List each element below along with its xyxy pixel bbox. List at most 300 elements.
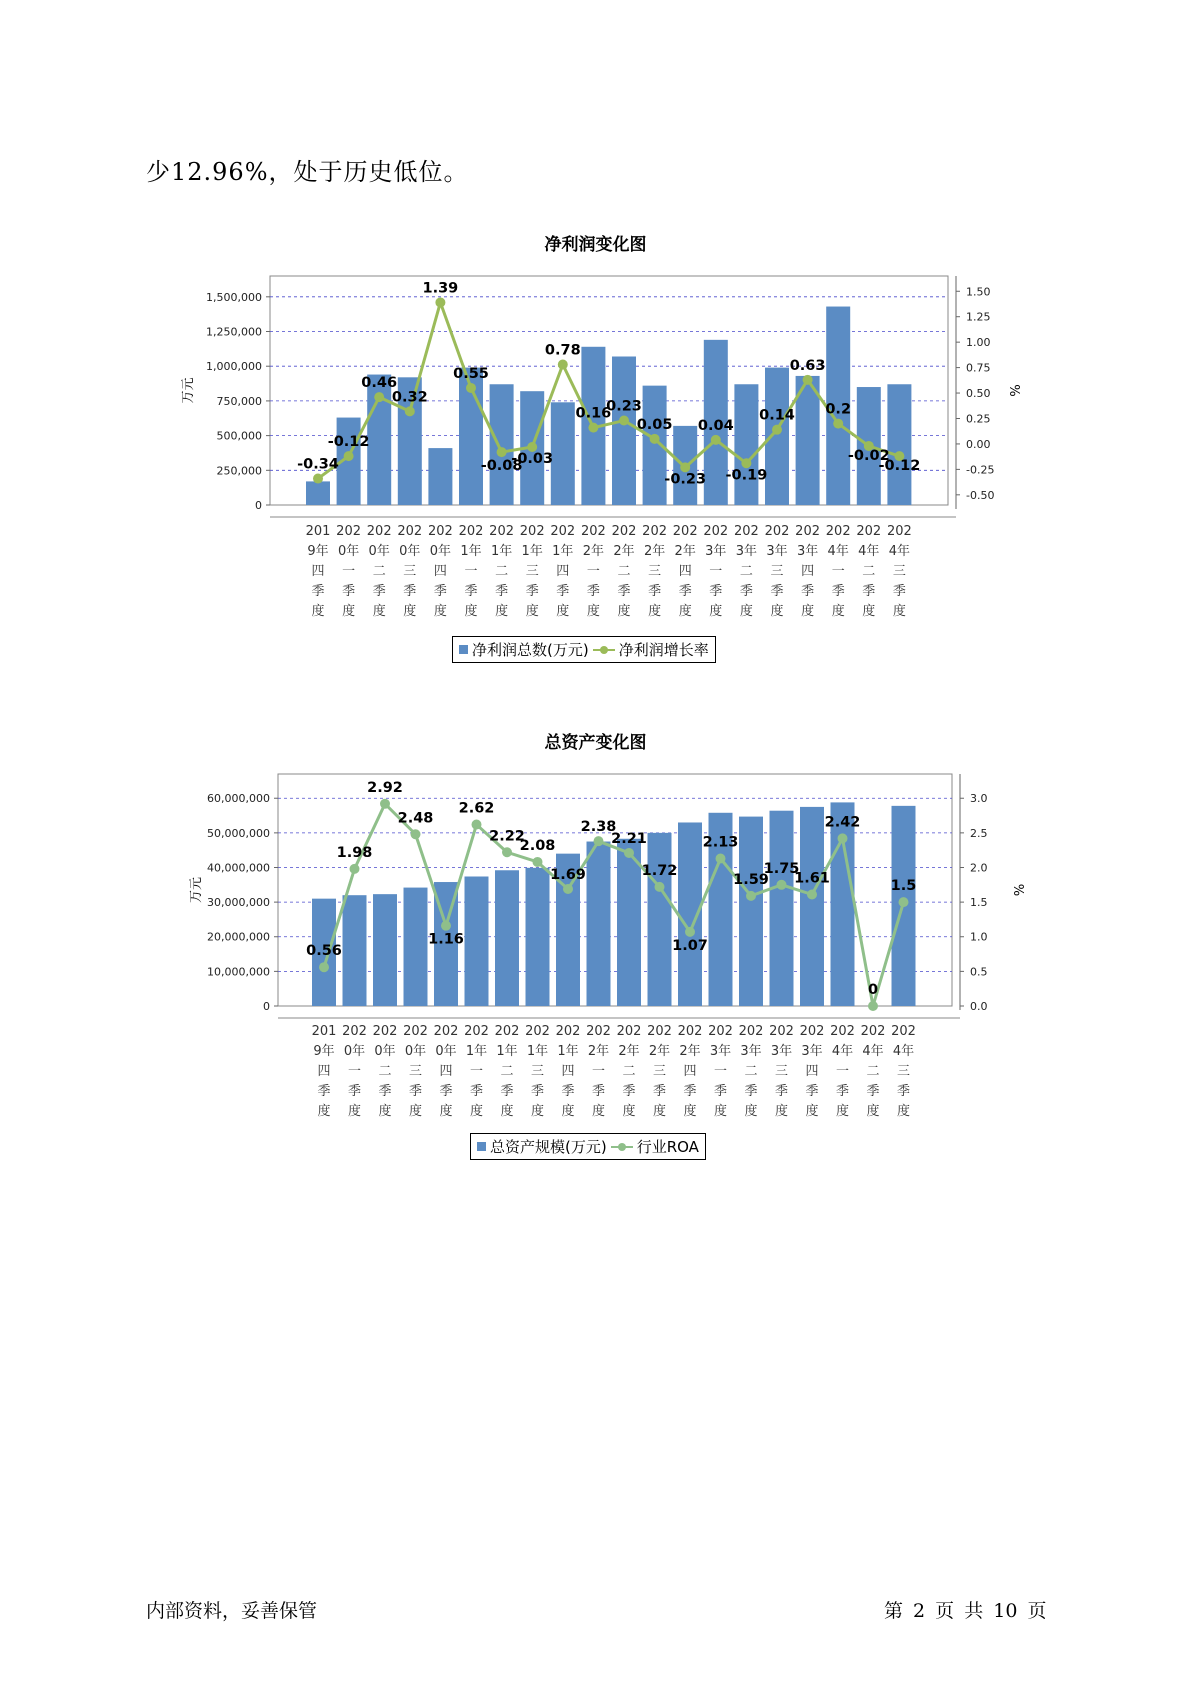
- total-assets-chart: [0, 760, 1191, 1180]
- line-point: [441, 921, 451, 931]
- line-point: [350, 864, 360, 874]
- bar: [490, 384, 514, 505]
- data-label: -0.12: [327, 434, 370, 451]
- x-category-label: 二: [862, 564, 876, 579]
- x-category-label: 二: [378, 1064, 392, 1079]
- bar: [734, 384, 758, 505]
- footer-confidential-note: 内部资料，妥善保管: [146, 1600, 318, 1622]
- x-category-label: 三: [648, 564, 662, 579]
- x-category-label: 季: [744, 1084, 758, 1099]
- line-point: [319, 962, 329, 972]
- bar: [343, 895, 367, 1006]
- x-category-label: 202: [342, 1024, 367, 1039]
- x-category-label: 3年: [709, 1044, 732, 1059]
- x-category-label: 202: [795, 524, 821, 539]
- x-category-label: 季: [469, 1084, 484, 1099]
- x-category-label: 4年: [862, 1044, 884, 1059]
- x-category-label: 四: [683, 1064, 697, 1079]
- x-category-label: 季: [801, 584, 815, 599]
- x-category-label: 0年: [404, 1044, 427, 1059]
- x-category-label: 二: [372, 564, 386, 579]
- y2-tick-label: 1.25: [966, 310, 991, 324]
- x-category-label: 季: [591, 1084, 606, 1099]
- x-category-label: 202: [372, 1024, 398, 1039]
- legend-label-bar: 总资产规模(万元): [490, 1138, 607, 1156]
- x-category-label: 季: [311, 584, 325, 599]
- x-category-label: 季: [770, 584, 784, 599]
- x-category-label: 度: [439, 1104, 453, 1119]
- x-category-label: 度: [347, 1104, 362, 1119]
- legend-label-line: 行业ROA: [636, 1138, 699, 1156]
- x-category-label: 1年: [557, 1044, 579, 1059]
- y-axis-title: 万元: [189, 876, 204, 904]
- x-category-label: 202: [336, 524, 362, 539]
- line-point: [344, 451, 354, 461]
- bar: [306, 481, 330, 505]
- x-category-label: 三: [525, 564, 539, 579]
- x-category-label: 季: [525, 584, 539, 599]
- y2-tick-label: 0.00: [966, 437, 991, 451]
- line-point: [619, 416, 629, 426]
- line-point: [772, 425, 782, 435]
- x-category-label: 0年: [337, 544, 360, 559]
- x-category-label: 1年: [460, 544, 482, 559]
- y2-tick-label: 2.5: [970, 826, 988, 840]
- chart-title-net-profit: 净利润变化图: [544, 235, 647, 255]
- bar: [612, 356, 636, 505]
- x-category-label: 0年: [343, 1044, 366, 1059]
- x-category-label: 0年: [435, 1044, 457, 1059]
- line-point: [685, 927, 695, 937]
- x-category-label: 四: [805, 1064, 819, 1079]
- line-point: [803, 375, 813, 385]
- x-category-label: 三: [530, 1064, 545, 1079]
- x-category-label: 3年: [766, 544, 788, 559]
- x-category-label: 2年: [582, 544, 605, 559]
- line-point: [472, 820, 482, 830]
- x-category-label: 季: [739, 584, 753, 599]
- x-category-label: 二: [500, 1064, 514, 1079]
- x-category-label: 季: [622, 1084, 636, 1099]
- x-category-label: 一: [835, 1064, 850, 1079]
- bar: [587, 842, 611, 1006]
- x-category-label: 度: [378, 1104, 392, 1119]
- bar: [765, 368, 789, 505]
- x-category-label: 3年: [705, 544, 727, 559]
- y-tick-label: 30,000,000: [207, 896, 270, 910]
- x-category-label: 季: [372, 584, 386, 599]
- data-label: -0.12: [878, 458, 921, 475]
- x-category-label: 季: [652, 1084, 667, 1099]
- data-label: 1.39: [422, 280, 459, 297]
- data-label: 1.75: [763, 860, 800, 877]
- x-category-label: 1年: [552, 544, 574, 559]
- line-point: [313, 474, 323, 484]
- x-category-label: 季: [831, 584, 845, 599]
- x-category-label: 度: [372, 604, 386, 619]
- data-label: 1.59: [733, 871, 769, 888]
- legend-bar-swatch: [459, 645, 468, 654]
- x-category-label: 度: [408, 1104, 423, 1119]
- data-label: -0.02: [847, 447, 890, 464]
- line-point: [533, 857, 543, 867]
- x-category-label: 202: [647, 1024, 672, 1039]
- line-point: [899, 897, 909, 907]
- legend-line-swatch: [611, 1142, 633, 1152]
- y-tick-label: 10,000,000: [207, 965, 270, 979]
- line-point: [716, 853, 726, 863]
- x-category-label: 度: [744, 1104, 758, 1119]
- x-category-label: 202: [403, 1024, 428, 1039]
- chart-title-total-assets: 总资产变化图: [544, 733, 647, 753]
- x-category-label: 3年: [740, 1044, 762, 1059]
- x-category-label: 度: [617, 604, 631, 619]
- bar: [465, 876, 489, 1006]
- x-category-label: 季: [317, 1084, 331, 1099]
- x-category-label: 度: [622, 1104, 636, 1119]
- data-label: -0.19: [725, 467, 768, 484]
- bar: [831, 802, 855, 1006]
- x-category-label: 202: [764, 524, 790, 539]
- bar: [428, 448, 452, 505]
- x-category-label: 2年: [643, 544, 666, 559]
- x-category-label: 度: [591, 1104, 606, 1119]
- data-label: -0.34: [297, 456, 339, 473]
- bar: [648, 833, 672, 1006]
- legend-bar-swatch: [477, 1142, 486, 1151]
- x-category-label: 四: [678, 564, 692, 579]
- x-category-label: 一: [347, 1064, 362, 1079]
- bar: [800, 807, 824, 1006]
- data-label: 1.16: [428, 931, 464, 948]
- y-tick-label: 750,000: [216, 394, 262, 408]
- bar: [770, 811, 794, 1006]
- x-category-label: 季: [713, 1084, 728, 1099]
- x-category-label: 二: [744, 1064, 758, 1079]
- y2-tick-label: 0.50: [966, 387, 991, 401]
- x-category-label: 202: [886, 524, 912, 539]
- line-point: [374, 392, 384, 402]
- x-category-label: 4年: [827, 544, 849, 559]
- x-category-label: 季: [866, 1084, 880, 1099]
- x-category-label: 度: [866, 1104, 880, 1119]
- x-category-label: 2年: [618, 1044, 640, 1059]
- x-category-label: 202: [489, 524, 515, 539]
- y2-axis-title: %: [1009, 384, 1024, 397]
- x-category-label: 度: [678, 604, 692, 619]
- x-category-label: 度: [805, 1104, 819, 1119]
- data-label: -0.03: [511, 450, 554, 467]
- x-category-label: 季: [862, 584, 876, 599]
- x-category-label: 4年: [831, 1044, 854, 1059]
- data-label: 2.62: [458, 800, 495, 817]
- x-category-label: 度: [862, 604, 876, 619]
- line-point: [807, 890, 817, 900]
- x-category-label: 季: [561, 1084, 575, 1099]
- x-category-label: 度: [896, 1104, 911, 1119]
- data-label: -0.23: [664, 471, 707, 488]
- legend-label-line: 净利润增长率: [618, 641, 709, 659]
- x-category-label: 一: [342, 564, 356, 579]
- y-tick-label: 1,250,000: [206, 325, 262, 339]
- x-category-label: 三: [774, 1064, 789, 1079]
- line-point: [655, 882, 665, 892]
- x-category-label: 9年: [313, 1044, 335, 1059]
- x-category-label: 度: [709, 604, 723, 619]
- data-label: 2.92: [367, 779, 403, 796]
- x-category-label: 三: [652, 1064, 667, 1079]
- x-category-label: 202: [611, 524, 637, 539]
- data-label: 2.48: [397, 810, 434, 827]
- x-category-label: 季: [530, 1084, 545, 1099]
- data-label: 2.42: [824, 814, 861, 831]
- x-category-label: 季: [495, 584, 509, 599]
- y2-tick-label: -0.25: [966, 463, 995, 477]
- data-label: 0.23: [606, 398, 642, 415]
- x-category-label: 四: [433, 564, 447, 579]
- x-category-label: 季: [774, 1084, 789, 1099]
- x-category-label: 度: [403, 604, 417, 619]
- y2-tick-label: 3.0: [970, 792, 988, 806]
- y-tick-label: 500,000: [216, 429, 262, 443]
- y2-tick-label: 1.00: [966, 336, 991, 350]
- x-category-label: 度: [652, 1104, 667, 1119]
- x-category-label: 2年: [674, 544, 696, 559]
- x-category-label: 202: [464, 1024, 489, 1039]
- x-category-label: 季: [500, 1084, 514, 1099]
- x-category-label: 季: [648, 584, 662, 599]
- x-category-label: 202: [555, 1024, 581, 1039]
- data-label: 0.46: [361, 375, 398, 392]
- x-category-label: 度: [525, 604, 539, 619]
- y-tick-label: 50,000,000: [207, 826, 270, 840]
- x-category-label: 202: [825, 524, 851, 539]
- x-category-label: 202: [433, 1024, 459, 1039]
- legend-line-swatch: [593, 645, 615, 655]
- x-category-label: 度: [311, 604, 325, 619]
- x-category-label: 1年: [465, 1044, 488, 1059]
- line-point: [558, 360, 568, 370]
- x-category-label: 三: [892, 564, 906, 579]
- x-category-label: 202: [519, 524, 545, 539]
- bar: [526, 868, 550, 1006]
- x-category-label: 度: [561, 1104, 575, 1119]
- x-category-label: 季: [805, 1084, 819, 1099]
- x-category-label: 0年: [368, 544, 390, 559]
- bar: [373, 894, 397, 1006]
- x-category-label: 一: [713, 1064, 728, 1079]
- x-category-label: 季: [378, 1084, 392, 1099]
- x-category-label: 度: [317, 1104, 331, 1119]
- data-label: 1.98: [336, 844, 373, 861]
- x-category-label: 度: [774, 1104, 789, 1119]
- line-point: [650, 434, 660, 444]
- x-category-label: 202: [703, 524, 729, 539]
- x-category-label: 3年: [796, 544, 819, 559]
- y2-tick-label: 1.5: [970, 896, 988, 910]
- data-label: 1.72: [641, 862, 678, 879]
- data-label: 2.22: [489, 828, 525, 845]
- data-label: 1.5: [890, 878, 917, 895]
- y2-tick-label: 0.25: [966, 412, 991, 426]
- x-category-label: 度: [556, 604, 570, 619]
- x-category-label: 1年: [521, 544, 543, 559]
- line-point: [624, 848, 634, 858]
- data-label: 1.61: [794, 870, 830, 887]
- y2-tick-label: 0.75: [966, 361, 991, 375]
- data-label: 0.78: [544, 342, 581, 359]
- x-category-label: 0年: [429, 544, 452, 559]
- x-category-label: 4年: [858, 544, 880, 559]
- x-category-label: 202: [494, 1024, 520, 1039]
- y2-tick-label: 0.5: [970, 965, 988, 979]
- x-category-label: 季: [403, 584, 417, 599]
- x-category-label: 度: [683, 1104, 697, 1119]
- y-tick-label: 1,500,000: [206, 290, 262, 304]
- x-category-label: 季: [678, 584, 692, 599]
- line-point: [868, 1001, 878, 1011]
- x-category-label: 三: [896, 1064, 911, 1079]
- data-label: 2.08: [519, 837, 556, 854]
- line-point: [711, 435, 721, 445]
- line-point: [838, 833, 848, 843]
- x-category-label: 202: [458, 524, 484, 539]
- x-category-label: 2年: [613, 544, 635, 559]
- x-category-label: 1年: [526, 1044, 549, 1059]
- data-label: 2.21: [611, 830, 647, 847]
- y-tick-label: 0: [263, 1000, 270, 1013]
- x-category-label: 202: [427, 524, 453, 539]
- line-point: [497, 447, 507, 457]
- y2-tick-label: -0.50: [966, 488, 995, 502]
- line-point: [746, 891, 756, 901]
- x-category-label: 202: [586, 1024, 611, 1039]
- bar: [551, 402, 575, 505]
- x-category-label: 201: [305, 524, 331, 539]
- y-tick-label: 1,000,000: [206, 360, 262, 374]
- x-category-label: 202: [708, 1024, 733, 1039]
- x-category-label: 三: [408, 1064, 423, 1079]
- line-point: [833, 419, 843, 429]
- x-category-label: 202: [860, 1024, 886, 1039]
- x-category-label: 季: [556, 584, 570, 599]
- line-point: [594, 836, 604, 846]
- line-point: [405, 406, 415, 416]
- net-profit-chart: [0, 260, 1191, 680]
- x-category-label: 一: [464, 564, 478, 579]
- x-category-label: 度: [835, 1104, 850, 1119]
- data-label: 0.04: [697, 417, 734, 434]
- data-label: 1.07: [672, 937, 708, 954]
- x-category-label: 3年: [770, 1044, 793, 1059]
- x-category-label: 202: [366, 524, 392, 539]
- x-category-label: 度: [500, 1104, 514, 1119]
- intro-text: 少12.96%，处于历史低位。: [146, 158, 469, 186]
- line-point: [502, 847, 512, 857]
- x-category-label: 202: [738, 1024, 764, 1039]
- x-category-label: 1年: [496, 1044, 518, 1059]
- x-category-label: 一: [591, 1064, 606, 1079]
- y-tick-label: 60,000,000: [207, 792, 270, 806]
- x-category-label: 202: [580, 524, 606, 539]
- y-tick-label: 250,000: [216, 464, 262, 478]
- x-category-label: 二: [495, 564, 509, 579]
- y2-tick-label: 1.50: [966, 285, 991, 299]
- x-category-label: 季: [896, 1084, 911, 1099]
- x-category-label: 0年: [374, 1044, 396, 1059]
- y2-axis-title: %: [1013, 883, 1028, 897]
- x-category-label: 202: [856, 524, 882, 539]
- x-category-label: 一: [469, 1064, 484, 1079]
- bar: [404, 888, 428, 1006]
- x-category-label: 2年: [648, 1044, 671, 1059]
- data-label: 0: [867, 982, 879, 998]
- x-category-label: 季: [342, 584, 356, 599]
- x-category-label: 四: [439, 1064, 453, 1079]
- x-category-label: 3年: [801, 1044, 823, 1059]
- data-label: -0.08: [480, 458, 523, 475]
- x-category-label: 4年: [892, 1044, 915, 1059]
- x-category-label: 202: [677, 1024, 703, 1039]
- x-category-label: 度: [648, 604, 662, 619]
- y2-tick-label: 1.0: [970, 930, 988, 944]
- x-category-label: 季: [586, 584, 600, 599]
- bar: [887, 384, 911, 505]
- x-category-label: 度: [530, 1104, 545, 1119]
- x-category-label: 度: [495, 604, 509, 619]
- x-category-label: 三: [403, 564, 417, 579]
- x-category-label: 度: [464, 604, 478, 619]
- x-category-label: 度: [469, 1104, 484, 1119]
- x-category-label: 二: [617, 564, 631, 579]
- line-point: [563, 884, 573, 894]
- data-label: 0.56: [306, 943, 342, 960]
- x-category-label: 四: [801, 564, 815, 579]
- x-category-label: 一: [586, 564, 600, 579]
- x-category-label: 202: [891, 1024, 916, 1039]
- x-category-label: 202: [672, 524, 698, 539]
- data-label: 0.05: [636, 416, 673, 433]
- data-label: 0.55: [453, 365, 489, 382]
- x-category-label: 202: [397, 524, 423, 539]
- x-category-label: 季: [683, 1084, 697, 1099]
- x-category-label: 一: [709, 564, 723, 579]
- x-category-label: 202: [769, 1024, 794, 1039]
- line-point: [777, 880, 787, 890]
- x-category-label: 一: [831, 564, 845, 579]
- y-tick-label: 40,000,000: [207, 861, 270, 875]
- x-category-label: 3年: [735, 544, 758, 559]
- line-point: [411, 829, 421, 839]
- line-point: [380, 799, 390, 809]
- data-label: 0.16: [575, 405, 612, 422]
- line-point: [466, 383, 476, 393]
- x-category-label: 季: [892, 584, 906, 599]
- x-category-label: 三: [770, 564, 784, 579]
- x-category-label: 202: [799, 1024, 825, 1039]
- x-category-label: 2年: [587, 1044, 610, 1059]
- bar: [739, 817, 763, 1006]
- x-category-label: 季: [617, 584, 631, 599]
- x-category-label: 202: [525, 1024, 550, 1039]
- x-category-label: 季: [709, 584, 723, 599]
- x-category-label: 季: [347, 1084, 362, 1099]
- line-point: [435, 297, 445, 307]
- x-category-label: 季: [439, 1084, 453, 1099]
- x-category-label: 202: [642, 524, 668, 539]
- x-category-label: 二: [866, 1064, 880, 1079]
- x-category-label: 度: [586, 604, 600, 619]
